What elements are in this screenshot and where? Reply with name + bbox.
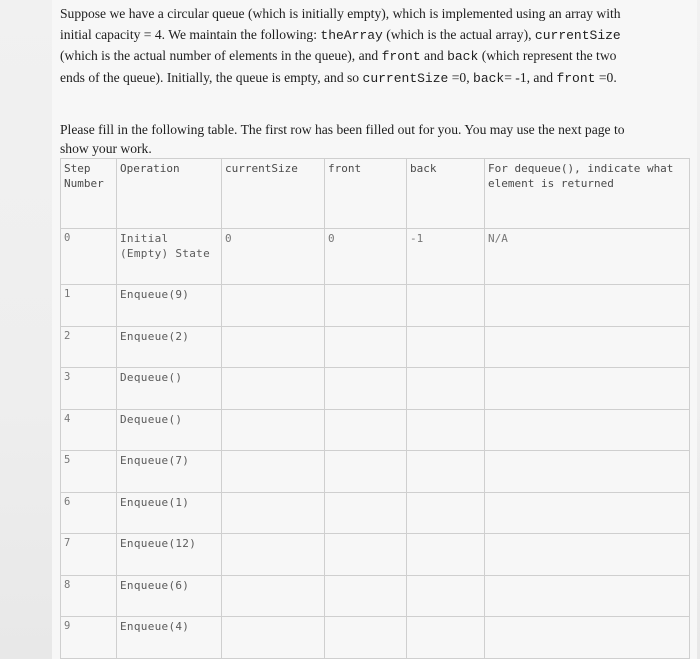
- step-cell: 4: [61, 409, 117, 451]
- returned-cell[interactable]: [485, 326, 690, 368]
- back-cell[interactable]: [407, 534, 485, 576]
- operation-cell: Enqueue(2): [117, 326, 222, 368]
- header-operation: Operation: [117, 159, 222, 229]
- returned-cell[interactable]: [485, 492, 690, 534]
- table-row: [61, 451, 690, 493]
- problem-text-3: (which is the actual number of elements in the queue), and: [60, 48, 382, 63]
- problem-text-5: (which represent the two ends of the queue). Initially, the queue is empty, and so: [60, 48, 617, 85]
- table-row: [61, 409, 690, 451]
- code-back-2: back: [473, 70, 505, 86]
- current-size-cell[interactable]: [222, 368, 325, 410]
- header-step-number: Step Number: [61, 159, 117, 229]
- problem-statement: [60, 4, 640, 89]
- step-cell: 0: [61, 229, 117, 285]
- queue-trace-table: [60, 158, 690, 659]
- front-cell[interactable]: [325, 451, 407, 493]
- step-cell: 3: [61, 368, 117, 410]
- front-cell[interactable]: [325, 575, 407, 617]
- problem-text-7: = -1, and: [504, 69, 557, 85]
- table-row: [61, 492, 690, 534]
- header-front: front: [325, 159, 407, 229]
- returned-cell[interactable]: [485, 534, 690, 576]
- table-header-row: [61, 159, 690, 229]
- front-cell[interactable]: [325, 617, 407, 659]
- current-size-cell[interactable]: [222, 575, 325, 617]
- problem-text-8: =0.: [595, 69, 617, 85]
- front-cell[interactable]: 0: [325, 229, 407, 285]
- code-front-2: front: [556, 70, 596, 86]
- front-cell[interactable]: [325, 534, 407, 576]
- step-cell: 6: [61, 492, 117, 534]
- operation-cell: Enqueue(9): [117, 285, 222, 327]
- returned-cell[interactable]: [485, 617, 690, 659]
- operation-cell: Enqueue(7): [117, 451, 222, 493]
- problem-text-1: Suppose we have a circular queue (which is initially empty), which is implemented using an array with initial capacity = 4. We maintain the following:: [60, 6, 621, 42]
- returned-cell[interactable]: N/A: [485, 229, 690, 285]
- back-cell[interactable]: [407, 575, 485, 617]
- code-theArray: theArray: [320, 27, 383, 43]
- header-current-size: currentSize: [222, 159, 325, 229]
- problem-text-4: and: [420, 48, 448, 63]
- table-row: [61, 534, 690, 576]
- operation-cell: Dequeue(): [117, 368, 222, 410]
- step-cell: 9: [61, 617, 117, 659]
- front-cell[interactable]: [325, 368, 407, 410]
- header-back: back: [407, 159, 485, 229]
- current-size-cell[interactable]: [222, 326, 325, 368]
- returned-cell[interactable]: [485, 451, 690, 493]
- back-cell[interactable]: -1: [407, 229, 485, 285]
- code-back: back: [447, 49, 479, 64]
- table-row: [61, 326, 690, 368]
- step-cell: 5: [61, 451, 117, 493]
- step-cell: 1: [61, 285, 117, 327]
- front-cell[interactable]: [325, 326, 407, 368]
- step-cell: 2: [61, 326, 117, 368]
- code-front: front: [381, 49, 421, 64]
- operation-cell: Enqueue(4): [117, 617, 222, 659]
- table-row: [61, 617, 690, 659]
- code-currentSize-2: currentSize: [362, 70, 449, 86]
- instructions: Please fill in the following table. The first row has been filled out for you. You may use the next page to show your work.: [60, 122, 625, 156]
- operation-cell: Enqueue(12): [117, 534, 222, 576]
- returned-cell[interactable]: [485, 409, 690, 451]
- front-cell[interactable]: [325, 285, 407, 327]
- back-cell[interactable]: [407, 326, 485, 368]
- back-cell[interactable]: [407, 409, 485, 451]
- back-cell[interactable]: [407, 492, 485, 534]
- operation-cell: Dequeue(): [117, 409, 222, 451]
- back-cell[interactable]: [407, 368, 485, 410]
- table-row: [61, 575, 690, 617]
- step-cell: 8: [61, 575, 117, 617]
- front-cell[interactable]: [325, 409, 407, 451]
- current-size-cell[interactable]: [222, 451, 325, 493]
- operation-cell: Enqueue(1): [117, 492, 222, 534]
- current-size-cell[interactable]: [222, 617, 325, 659]
- table-row: [61, 368, 690, 410]
- back-cell[interactable]: [407, 451, 485, 493]
- operation-cell: Initial (Empty) State: [117, 229, 222, 285]
- current-size-cell[interactable]: 0: [222, 229, 325, 285]
- back-cell[interactable]: [407, 285, 485, 327]
- front-cell[interactable]: [325, 492, 407, 534]
- returned-cell[interactable]: [485, 285, 690, 327]
- operation-cell: Enqueue(6): [117, 575, 222, 617]
- current-size-cell[interactable]: [222, 409, 325, 451]
- header-dequeue-returned: For dequeue(), indicate what element is returned: [485, 159, 690, 229]
- back-cell[interactable]: [407, 617, 485, 659]
- table-row: [61, 285, 690, 327]
- step-cell: 7: [61, 534, 117, 576]
- table-row: [61, 229, 690, 285]
- current-size-cell[interactable]: [222, 534, 325, 576]
- returned-cell[interactable]: [485, 575, 690, 617]
- code-currentSize: currentSize: [534, 27, 621, 43]
- returned-cell[interactable]: [485, 368, 690, 410]
- problem-text-2: (which is the actual array),: [382, 26, 535, 42]
- current-size-cell[interactable]: [222, 492, 325, 534]
- problem-text-6: =0,: [448, 69, 474, 85]
- current-size-cell[interactable]: [222, 285, 325, 327]
